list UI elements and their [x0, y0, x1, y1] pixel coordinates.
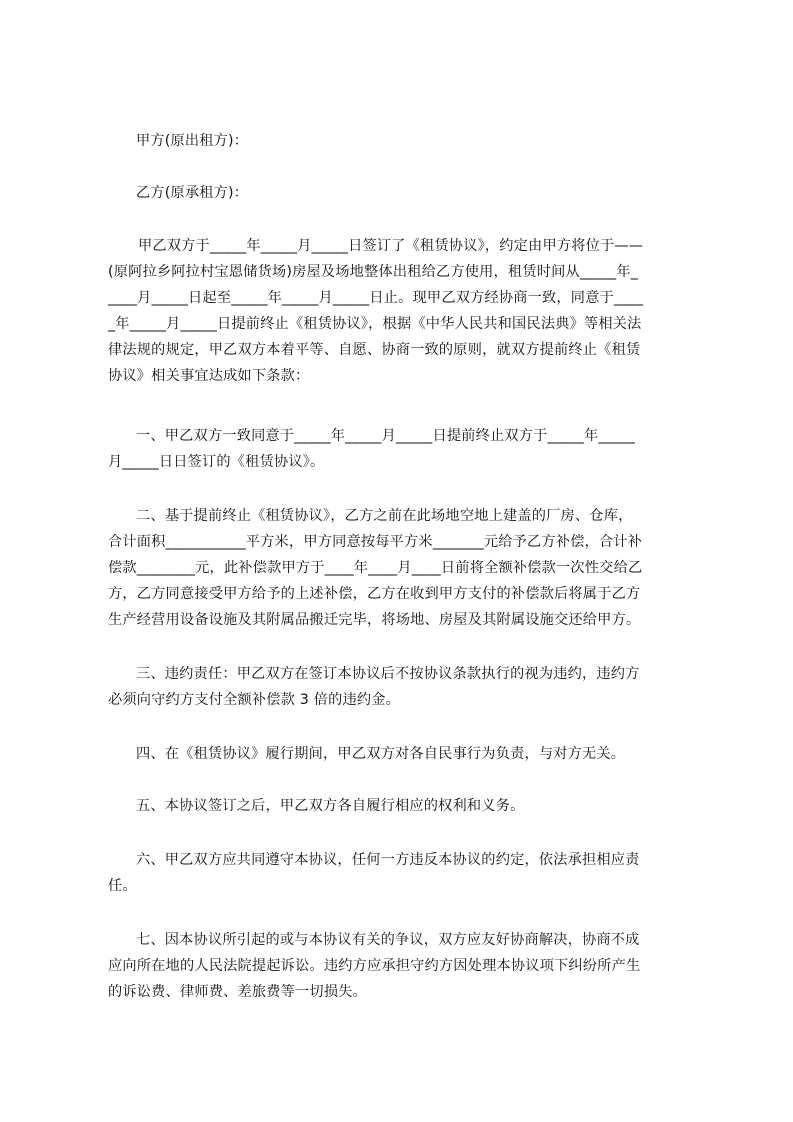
clause-3-line: 三、违约责任：甲乙双方在签订本协议后不按协议条款执行的视为违约，违约方	[136, 666, 640, 682]
preamble-line: (原阿拉乡阿拉村宝恩储货场)房屋及场地整体出租给乙方使用，租赁时间从_____年_	[108, 264, 639, 280]
preamble-line: 律法规的规定，甲乙双方本着平等、自愿、协商一致的原则，就双方提前终止《租赁	[108, 342, 641, 358]
clause-1-line: 一、甲乙双方一致同意于_____年_____月_____日提前终止双方于_____年_____	[136, 428, 635, 444]
preamble-line: 甲乙双方于_____年_____月_____日签订了《租赁协议》，约定由甲方将位于——	[138, 238, 644, 254]
clause-6-line: 任。	[108, 878, 137, 894]
clause-6-line: 六、甲乙双方应共同遵守本协议，任何一方违反本协议的约定，依法承担相应责	[136, 852, 640, 868]
preamble-line: 协议》相关事宜达成如下条款：	[108, 368, 310, 384]
clause-2-line: 方，乙方同意接受甲方给予的上述补偿，乙方在收到甲方支付的补偿款后将属于乙方	[108, 586, 641, 602]
clause-2-line: 二、基于提前终止《租赁协议》，乙方之前在此场地空地上建盖的厂房、仓库，	[136, 508, 633, 524]
clause-7-line: 应向所在地的人民法院提起诉讼。违约方应承担守约方因处理本协议项下纠纷所产生	[108, 958, 641, 974]
preamble-line: _年_____月_____日提前终止《租赁协议》，根据《中华人民共和国民法典》等相关法	[108, 316, 642, 332]
clause-3-line: 必须向守约方支付全额补偿款 3 倍的违约金。	[108, 692, 401, 708]
clause-7-line: 的诉讼费、律师费、差旅费等一切损失。	[108, 984, 367, 1000]
clause-7-line: 七、因本协议所引起的或与本协议有关的争议，双方应友好协商解决，协商不成	[136, 932, 640, 948]
clause-2-line: 偿款________元，此补偿款甲方于____年____月____日前将全额补偿款一次性交给乙	[108, 560, 643, 576]
clause-2-line: 生产经营用设备设施及其附属品搬迁完毕，将场地、房屋及其附属设施交还给甲方。	[108, 612, 641, 628]
preamble-line: ____月_____日起至_____年_____月_____日止。现甲乙双方经协商一致，同意于____	[108, 290, 644, 306]
clause-2-line: 合计面积___________平方米，甲方同意按每平方米_______元给予乙方补偿，合计补	[108, 534, 643, 550]
party-b-label: 乙方(原承租方)：	[136, 185, 249, 201]
clause-1-line: 月_____日日签订的《租赁协议》。	[108, 454, 325, 470]
clause-4-line: 四、在《租赁协议》履行期间，甲乙双方对各自民事行为负责，与对方无关。	[136, 746, 626, 762]
clause-5-line: 五、本协议签订之后，甲乙双方各自履行相应的权利和义务。	[136, 798, 525, 814]
party-a-label: 甲方(原出租方)：	[136, 133, 249, 149]
